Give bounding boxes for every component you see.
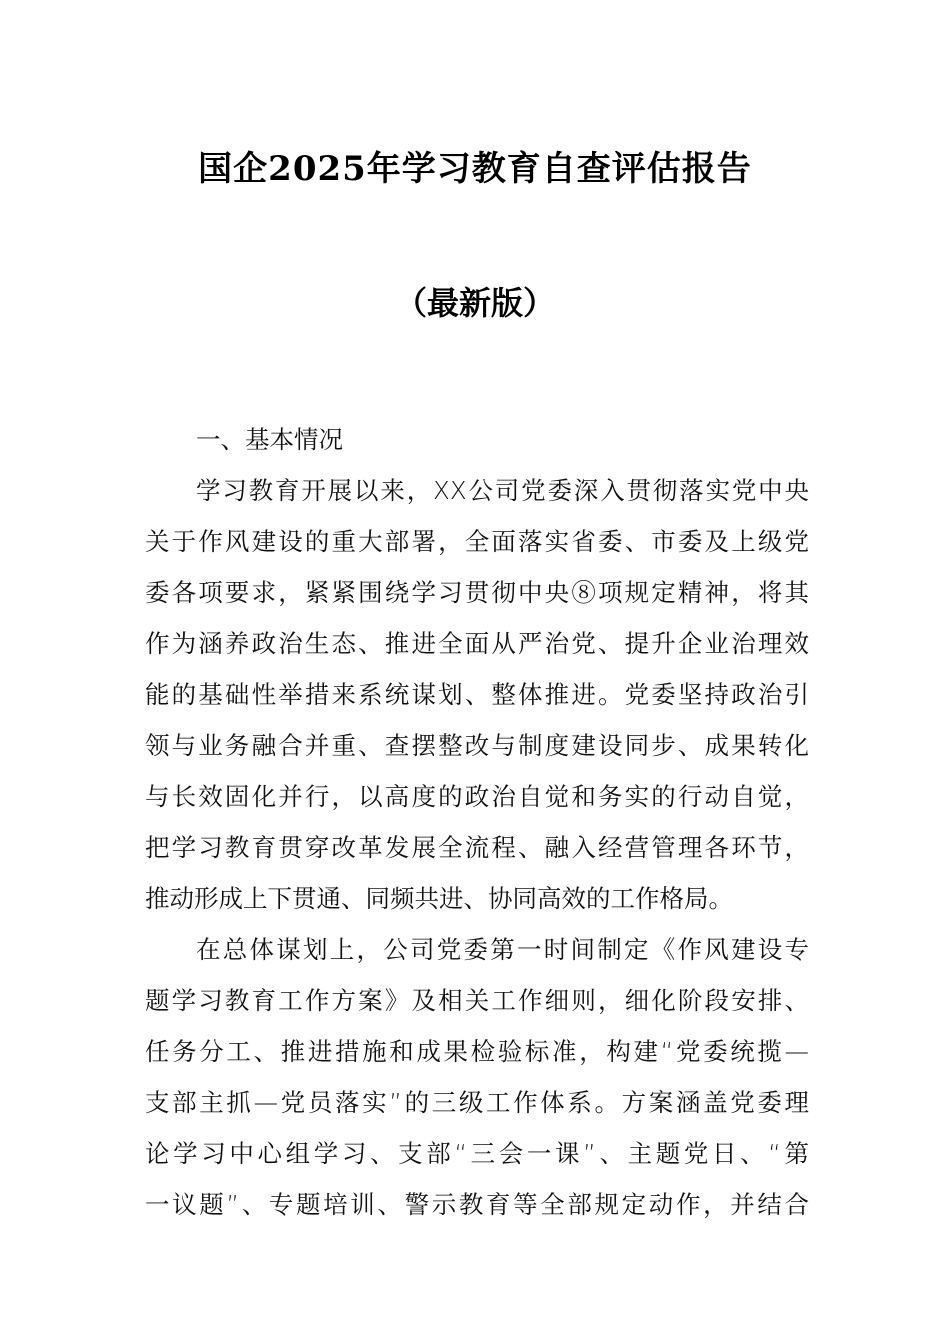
paragraph-2	[145, 924, 809, 1230]
paragraph-line: 关于作风建设的重大部署，全面落实省委、市委及上级党	[145, 527, 809, 556]
paragraph-line: 题学习教育工作方案》及相关工作细则，细化阶段安排、	[145, 986, 809, 1015]
paragraph-line: 把学习教育贯穿改革发展全流程、融入经营管理各环节，	[145, 833, 809, 862]
paragraph-line: 推动形成上下贯通、同频共进、协同高效的工作格局。	[145, 884, 733, 913]
paragraph-line: 一议题”、专题培训、警示教育等全部规定动作，并结合	[145, 1190, 809, 1219]
paragraph-line: 学习教育开展以来，XX公司党委深入贯彻落实党中央	[196, 476, 809, 505]
paragraph-line: 作为涵养政治生态、推进全面从严治党、提升企业治理效	[145, 629, 809, 658]
document-title: 国企2025年学习教育自查评估报告	[198, 149, 752, 189]
paragraph-line: 论学习中心组学习、支部“三会一课”、主题党日、“第	[145, 1139, 809, 1168]
section-heading: 一、基本情况	[196, 425, 343, 454]
paragraph-line: 支部主抓—党员落实”的三级工作体系。方案涵盖党委理	[145, 1088, 809, 1117]
paragraph-line: 委各项要求，紧紧围绕学习贯彻中央⑧项规定精神，将其	[145, 578, 809, 607]
paragraph-line: 与长效固化并行，以高度的政治自觉和务实的行动自觉，	[145, 782, 809, 811]
paragraph-line: 任务分工、推进措施和成果检验标准，构建“党委统揽—	[145, 1037, 809, 1066]
document-body	[145, 414, 809, 1230]
paragraph-line: 能的基础性举措来系统谋划、整体推进。党委坚持政治引	[145, 680, 809, 709]
paragraph-line: 领与业务融合并重、查摆整改与制度建设同步、成果转化	[145, 731, 809, 760]
document-subtitle: （最新版）	[394, 284, 555, 322]
paragraph-line: 在总体谋划上，公司党委第一时间制定《作风建设专	[196, 935, 809, 964]
paragraph-1	[145, 465, 809, 924]
